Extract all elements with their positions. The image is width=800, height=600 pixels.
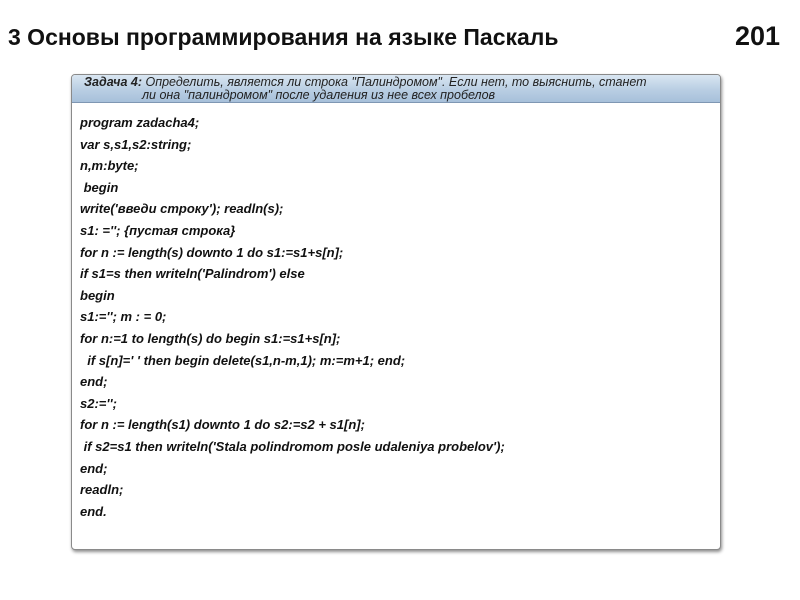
code-line: for n := length(s) downto 1 do s1:=s1+s[n]; xyxy=(80,244,344,260)
task-line-1: Определить, является ли строка "Палиндромом". Если нет, то выяснить, станет xyxy=(142,75,647,89)
task-line-2: ли она "палиндромом" после удаления из нее всех пробелов xyxy=(142,88,496,102)
code-block xyxy=(80,112,505,522)
code-line: for n := length(s1) downto 1 do s2:=s2 + s1[n]; xyxy=(80,417,365,433)
code-line: write('введи строку'); readln(s); xyxy=(80,201,284,217)
task-description xyxy=(84,76,709,102)
task-card xyxy=(71,74,721,550)
code-line: begin xyxy=(80,287,115,303)
task-label: Задача 4: xyxy=(84,75,143,89)
code-line: if s[n]=' ' then begin delete(s1,n-m,1); m:=m+1; end; xyxy=(80,352,406,368)
code-line: program zadacha4; xyxy=(80,115,200,130)
task-header xyxy=(72,75,720,103)
code-line: if s2=s1 then writeln('Stala polindromom posle udaleniya probelov'); xyxy=(80,438,505,454)
code-line: begin xyxy=(80,179,119,195)
page-number: 201 xyxy=(734,21,780,51)
code-line: s1: =''; {пустая строка} xyxy=(80,222,236,238)
code-line: readln; xyxy=(80,482,124,498)
page-title: 3 Основы программирования на языке Паскаль xyxy=(8,24,559,50)
code-line: var s,s1,s2:string; xyxy=(80,136,192,152)
code-line: for n:=1 to length(s) do begin s1:=s1+s[n]; xyxy=(80,330,341,346)
code-line: end; xyxy=(80,460,108,476)
code-line: n,m:byte; xyxy=(80,158,139,174)
code-line: end. xyxy=(80,503,107,519)
code-line: if s1=s then writeln('Palindrom') else xyxy=(80,266,305,282)
code-line: end; xyxy=(80,374,108,390)
code-line: s1:=''; m : = 0; xyxy=(80,309,167,325)
code-line: s2:=''; xyxy=(80,395,117,411)
